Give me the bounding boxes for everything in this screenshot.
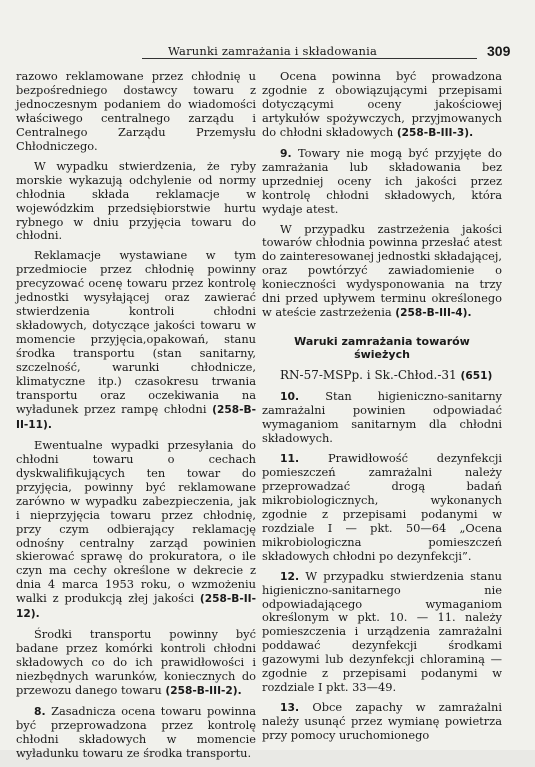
numbered-paragraph: 9. Towary nie mogą być przyjęte do zamrażania lub składowania bez uprzedniej oceny ich jakości przez kontrolę chłodni składowych, która wydaje atest. xyxy=(262,145,503,216)
numbered-paragraph: 10. Stan higieniczno-sanitarny zamrażalni powinien odpowiadać wymaganiom sanitarnym dla chłodni składowych. xyxy=(262,389,502,446)
header-title: Warunki zamrażania i składowania xyxy=(168,44,378,58)
regulation-reference: (258-B-II-12). xyxy=(16,593,256,621)
page-number: 309 xyxy=(487,43,511,59)
paragraph: W wypadku stwierdzenia, że ryby morskie wykazują odchylenie od normy chłodnia składa reklamacje w wojewódzkim przedsiębiorstwie hurtu rybnego w dniu przyjęcia towaru do chłodni. xyxy=(16,158,256,243)
regulation-reference: (258-B-III-2). xyxy=(165,685,242,698)
paragraph: Ewentualne wypadki przesyłania do chłodni towaru o cechach dyskwalifikujących ten towar do przyjęcia, powinny być reklamowane zarówno w wypadku zabezpieczenia, jak i nieprzyjęcia towaru przez chłodnię, przy czym odbierający reklamację odnośny centralny zarząd powinien skierować sprawę do prokuratora, o ile czyn ma cechy określone w dekrecie z dnia 4 marca 1953 roku, o wzmożeniu walki z produkcją złej jakości (258-B-II-12). xyxy=(16,437,256,621)
paragraph: Reklamacje wystawiane w tym przedmiocie przez chłodnię powinny precyzować ocenę towaru przez kontrolę jednostki wysyłającej oraz zawierać stwierdzenia kontroli chłodni składowych, dotyczące jakości towaru w momencie przyjęcia,opakowań, stanu środka transportu (stan sanitarny, szczelność, warunki chłodnicze, klimatyczne itp.) czasokresu trwania transportu oraz oczekiwania na wyładunek przez rampę chłodni (258-B-II-11). xyxy=(16,248,256,431)
numbered-paragraph: 11. Prawidłowość dezynfekcji pomieszczeń zamrażalni należy przeprowadzać drogą badań mikrobiologicznych, wykonanych zgodnie z przepisami podanymi w rozdziale I — pkt. 50—64 „Ocena mikrobiologiczna pomieszczeń składowych chłodni po dezynfekcji”. xyxy=(262,450,503,563)
paragraph-number: 9. xyxy=(280,146,292,160)
running-header xyxy=(0,38,535,60)
left-column xyxy=(16,70,256,767)
paragraph-number: 8. xyxy=(34,704,46,718)
paragraph: Środki transportu powinny być badane przez komórki kontroli chłodni składowych co do ich prawidłowości i niezbędnych warunków, koniecznych do przewozu danego towaru (258-B-III-2). xyxy=(16,627,256,698)
regulation-reference: (258-B-II-11). xyxy=(16,403,256,431)
header-rule xyxy=(142,58,477,59)
numbered-paragraph: 8. Zasadnicza ocena towaru powinna być przeprowadzona przez kontrolę chłodni składowych w momencie wyładunku towaru ze środka transportu. xyxy=(16,703,257,760)
paragraph-number: 11. xyxy=(280,451,300,465)
paragraph: W przypadku zastrzeżenia jakości towarów chłodnia powinna przesłać atest do zainteresowanej jednostki składającej, oraz powtórzyć zawiadomienie o konieczności wydysponowania na trzy dni przed upływem terminu określonego w ateście zastrzeżenia (258-B-III-4). xyxy=(262,221,502,320)
section-title: Waruki zamrażania towarów świeżych xyxy=(294,335,470,362)
right-column xyxy=(262,70,502,749)
numbered-paragraph: 12. W przypadku stwierdzenia stanu higieniczno-sanitarnego nie odpowiadającego wymaganiom określonym w pkt. 10. — 11. należy pomieszczenia i urządzenia zamrażalni poddawać dezynfekcji środkami gazowymi lub dezynfekcji chloraminą — zgodnie z przepisami podanymi w rozdziale I pkt. 33—49. xyxy=(262,568,502,695)
regulation-reference: (258-B-III-4). xyxy=(395,307,472,320)
paragraph-number: 13. xyxy=(280,701,300,715)
regulation-reference: (258-B-III-3). xyxy=(396,126,474,139)
numbered-paragraph: 13. Obce zapachy w zamrażalni należy usunąć przez wymianę powietrza przy pomocy uruchomionego xyxy=(262,700,502,743)
paragraph-number: 12. xyxy=(280,569,300,583)
paragraph: Ocena powinna być prowadzona zgodnie z obowiązującymi przepisami dotyczącymi oceny jakościowej artykułów spożywczych, przyjmowanych do chłodni składowych (258-B-III-3). xyxy=(262,69,502,139)
paragraph: razowo reklamowane przez chłodnię u bezpośredniego dostawcy towaru z jednoczesnym podaniem do wiadomości właściwego centralnego zarządu i Centralnego Zarządu Przemysłu Chłodniczego. xyxy=(16,69,256,153)
paragraph-number: 10. xyxy=(280,390,300,404)
norm-designation: RN-57-MSPp. i Sk.-Chłod.-31 (651) xyxy=(280,368,493,383)
